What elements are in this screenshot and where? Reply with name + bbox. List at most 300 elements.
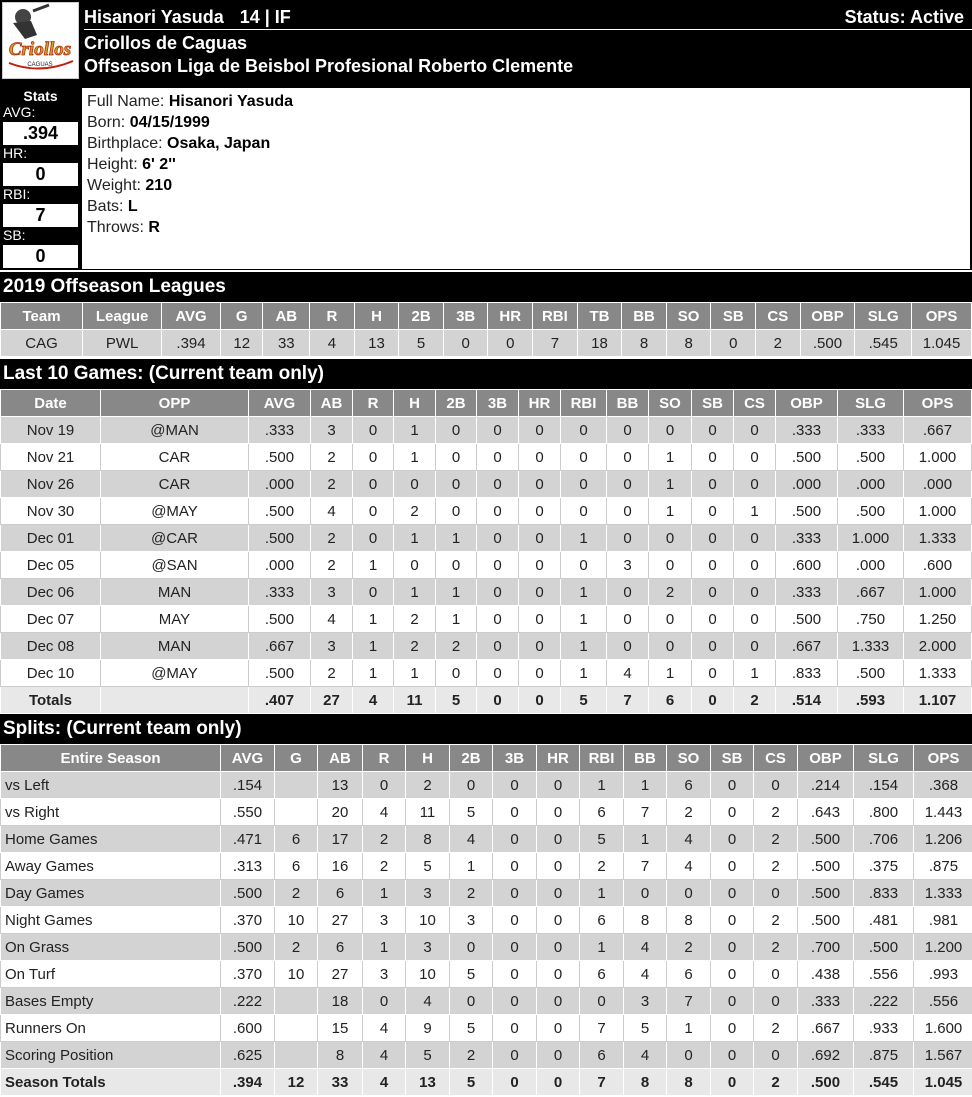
svg-text:Criollos: Criollos — [8, 39, 72, 60]
table-cell: 1 — [353, 660, 394, 687]
table-cell: .394 — [162, 330, 221, 357]
table-cell: 3 — [363, 907, 406, 934]
table-cell: 4 — [450, 826, 493, 853]
table-cell: 1 — [363, 880, 406, 907]
table-cell: 0 — [477, 606, 519, 633]
table-cell: .545 — [854, 1069, 914, 1096]
table-cell: 5 — [399, 330, 444, 357]
table-cell: 0 — [394, 471, 436, 498]
table-cell: 0 — [754, 1042, 798, 1069]
column-header: RBI — [533, 303, 578, 330]
table-cell: 1.107 — [904, 687, 972, 714]
table-row — [1, 444, 972, 471]
last10-table — [0, 389, 972, 714]
table-cell: MAN — [101, 579, 249, 606]
table-cell: 20 — [318, 799, 363, 826]
table-cell: 18 — [318, 988, 363, 1015]
table-cell: 0 — [436, 498, 477, 525]
table-cell: .333 — [776, 579, 838, 606]
table-cell: 2 — [394, 498, 436, 525]
table-cell: 1 — [394, 579, 436, 606]
table-cell: 18 — [577, 330, 622, 357]
bio-value: 04/15/1999 — [129, 114, 210, 131]
table-cell: 0 — [493, 853, 537, 880]
table-cell: 4 — [607, 660, 649, 687]
table-cell: 0 — [363, 772, 406, 799]
table-cell: .993 — [914, 961, 972, 988]
column-header: H — [406, 745, 450, 772]
table-cell: 2 — [311, 552, 353, 579]
table-cell: 0 — [488, 330, 533, 357]
table-cell: 0 — [734, 417, 776, 444]
table-cell: .875 — [854, 1042, 914, 1069]
table-cell: 1 — [561, 660, 607, 687]
table-cell: CAR — [101, 444, 249, 471]
column-header: AB — [263, 303, 310, 330]
table-cell: 0 — [537, 880, 580, 907]
column-header: Team — [1, 303, 83, 330]
hr-value: 0 — [3, 163, 78, 186]
table-cell: @MAN — [101, 417, 249, 444]
table-cell — [275, 799, 318, 826]
table-cell: 2 — [667, 799, 711, 826]
table-cell: 1 — [561, 525, 607, 552]
table-cell: 4 — [624, 934, 667, 961]
table-cell: 2 — [754, 907, 798, 934]
table-cell: 0 — [353, 444, 394, 471]
table-cell: 1 — [649, 444, 692, 471]
table-cell — [275, 1015, 318, 1042]
rbi-label: RBI: — [3, 186, 31, 202]
table-cell: .214 — [798, 772, 854, 799]
table-cell: 0 — [537, 988, 580, 1015]
table-cell: 2 — [394, 606, 436, 633]
table-cell: 0 — [692, 471, 734, 498]
table-cell: .481 — [854, 907, 914, 934]
table-row — [1, 988, 972, 1015]
table-cell: 0 — [477, 417, 519, 444]
table-cell: .692 — [798, 1042, 854, 1069]
table-cell: .514 — [776, 687, 838, 714]
table-cell: 0 — [537, 1069, 580, 1096]
table-cell: 0 — [519, 687, 561, 714]
table-cell: 4 — [363, 1069, 406, 1096]
column-header: AB — [318, 745, 363, 772]
table-row — [1, 1042, 972, 1069]
column-header: OPS — [904, 390, 972, 417]
player-name: Hisanori Yasuda — [84, 7, 224, 27]
table-cell: 2 — [406, 772, 450, 799]
table-row — [1, 606, 972, 633]
table-cell: .500 — [838, 444, 904, 471]
table-cell: MAY — [101, 606, 249, 633]
table-cell: 6 — [580, 961, 624, 988]
table-cell: 2 — [311, 525, 353, 552]
bio-label: Bats: — [87, 198, 124, 215]
column-header: BB — [624, 745, 667, 772]
table-cell: 0 — [607, 471, 649, 498]
table-cell: 5 — [406, 853, 450, 880]
table-cell: 0 — [711, 772, 754, 799]
table-cell: 0 — [537, 1015, 580, 1042]
table-cell: 1 — [580, 880, 624, 907]
table-cell: 0 — [353, 498, 394, 525]
column-header: SB — [711, 745, 754, 772]
column-header: OBP — [776, 390, 838, 417]
table-cell: 0 — [734, 606, 776, 633]
table-cell: 0 — [607, 579, 649, 606]
column-header: Date — [1, 390, 101, 417]
column-header: RBI — [561, 390, 607, 417]
table-cell: .222 — [854, 988, 914, 1015]
table-cell: .667 — [838, 579, 904, 606]
table-cell: 2 — [450, 1042, 493, 1069]
table-cell: 0 — [692, 579, 734, 606]
table-cell: 4 — [363, 1015, 406, 1042]
column-header: SO — [666, 303, 711, 330]
hr-label: HR: — [3, 145, 28, 161]
table-cell: 0 — [711, 799, 754, 826]
last10-section-title: Last 10 Games: (Current team only) — [0, 359, 972, 389]
table-cell: 1.443 — [914, 799, 972, 826]
table-cell: .222 — [221, 988, 275, 1015]
player-number-position: 14 | IF — [239, 7, 291, 27]
table-cell: 0 — [561, 471, 607, 498]
table-cell: 2 — [649, 579, 692, 606]
table-cell: .333 — [776, 525, 838, 552]
table-cell: 0 — [649, 552, 692, 579]
table-cell: .438 — [798, 961, 854, 988]
bio-value: 6' 2'' — [142, 156, 176, 173]
table-cell: 2 — [754, 853, 798, 880]
table-cell: 1 — [734, 660, 776, 687]
table-cell: 5 — [450, 1015, 493, 1042]
table-cell: On Turf — [1, 961, 221, 988]
table-cell: Bases Empty — [1, 988, 221, 1015]
table-cell: 0 — [519, 579, 561, 606]
table-cell: 2 — [363, 826, 406, 853]
table-cell: 6 — [667, 772, 711, 799]
stats-title: Stats — [23, 88, 58, 104]
table-cell: 0 — [477, 525, 519, 552]
table-cell: 2 — [756, 330, 801, 357]
league-name: Offseason Liga de Beisbol Profesional Roberto Clemente — [84, 56, 574, 76]
table-cell: 0 — [711, 988, 754, 1015]
table-cell: 0 — [493, 907, 537, 934]
table-cell: 3 — [406, 880, 450, 907]
table-cell: .833 — [776, 660, 838, 687]
table-cell: 3 — [624, 988, 667, 1015]
table-cell: 0 — [624, 880, 667, 907]
table-cell: 0 — [607, 498, 649, 525]
table-cell: .933 — [854, 1015, 914, 1042]
table-cell: 8 — [622, 330, 667, 357]
table-row — [1, 934, 972, 961]
splits-table — [0, 744, 972, 1096]
table-cell: Dec 06 — [1, 579, 101, 606]
table-cell: .556 — [914, 988, 972, 1015]
table-cell: 0 — [493, 1015, 537, 1042]
table-cell: Nov 19 — [1, 417, 101, 444]
table-cell: Dec 07 — [1, 606, 101, 633]
bio-throws — [87, 217, 965, 238]
bio-weight — [87, 175, 965, 196]
table-cell: .706 — [854, 826, 914, 853]
table-cell: 3 — [406, 934, 450, 961]
table-cell: 7 — [607, 687, 649, 714]
table-cell: 5 — [406, 1042, 450, 1069]
table-cell: 1 — [436, 525, 477, 552]
table-cell: 0 — [519, 417, 561, 444]
table-cell: .700 — [798, 934, 854, 961]
table-cell: 1 — [649, 498, 692, 525]
table-cell: .500 — [776, 498, 838, 525]
table-cell: 0 — [692, 525, 734, 552]
table-cell: 0 — [443, 330, 488, 357]
column-header: 2B — [450, 745, 493, 772]
bio-value: R — [148, 219, 160, 236]
column-header: OBP — [798, 745, 854, 772]
table-cell: 0 — [607, 633, 649, 660]
table-cell: 2 — [275, 880, 318, 907]
column-header: SLG — [855, 303, 912, 330]
table-cell: 0 — [711, 826, 754, 853]
table-cell: .500 — [221, 880, 275, 907]
table-cell: 1.333 — [904, 660, 972, 687]
table-row — [1, 907, 972, 934]
table-cell: 6 — [275, 826, 318, 853]
table-cell — [275, 988, 318, 1015]
table-cell: .370 — [221, 961, 275, 988]
splits-section-title: Splits: (Current team only) — [0, 714, 972, 744]
column-header: H — [354, 303, 399, 330]
table-cell: .500 — [854, 934, 914, 961]
bio-label: Full Name: — [87, 93, 165, 110]
table-cell: .833 — [854, 880, 914, 907]
column-header: G — [220, 303, 263, 330]
table-cell: 1.000 — [904, 498, 972, 525]
table-cell: .600 — [904, 552, 972, 579]
table-cell: 15 — [318, 1015, 363, 1042]
table-cell: 0 — [607, 606, 649, 633]
table-cell: 2 — [754, 826, 798, 853]
table-cell: 0 — [692, 552, 734, 579]
table-cell: 1 — [624, 826, 667, 853]
table-cell: .500 — [798, 826, 854, 853]
table-cell: 1 — [561, 579, 607, 606]
table-cell: 0 — [477, 579, 519, 606]
table-cell: 0 — [561, 417, 607, 444]
table-cell: .500 — [798, 1069, 854, 1096]
table-cell: 0 — [493, 1069, 537, 1096]
column-header: 2B — [399, 303, 444, 330]
sb-label: SB: — [3, 227, 26, 243]
table-cell: 0 — [711, 934, 754, 961]
table-cell: .667 — [904, 417, 972, 444]
table-cell: 1.567 — [914, 1042, 972, 1069]
table-cell: 4 — [667, 853, 711, 880]
table-cell: 1.000 — [838, 525, 904, 552]
table-cell: 3 — [363, 961, 406, 988]
table-cell: .500 — [798, 907, 854, 934]
table-cell: 1 — [394, 660, 436, 687]
table-cell: 17 — [318, 826, 363, 853]
table-cell: .000 — [904, 471, 972, 498]
table-cell: .407 — [249, 687, 311, 714]
table-cell: vs Right — [1, 799, 221, 826]
table-cell: 0 — [734, 525, 776, 552]
table-cell: 0 — [667, 880, 711, 907]
table-cell: 5 — [561, 687, 607, 714]
table-cell: 1.206 — [914, 826, 972, 853]
table-cell: 0 — [436, 660, 477, 687]
table-cell: .500 — [776, 444, 838, 471]
table-cell: 1 — [363, 934, 406, 961]
stats-bio-panel — [0, 86, 972, 270]
table-cell: .593 — [838, 687, 904, 714]
table-cell: 8 — [667, 907, 711, 934]
table-cell: 1 — [436, 606, 477, 633]
table-cell: 4 — [311, 498, 353, 525]
table-cell: 0 — [711, 907, 754, 934]
table-cell: Season Totals — [1, 1069, 221, 1096]
table-cell: 4 — [624, 1042, 667, 1069]
table-row — [1, 1015, 972, 1042]
rbi-value: 7 — [3, 204, 78, 227]
table-cell: 11 — [406, 799, 450, 826]
table-cell: 0 — [477, 633, 519, 660]
column-header: 3B — [477, 390, 519, 417]
table-cell: 7 — [624, 853, 667, 880]
table-cell: 2 — [754, 934, 798, 961]
column-header: OBP — [800, 303, 855, 330]
table-cell: 2 — [667, 934, 711, 961]
table-cell: 4 — [311, 606, 353, 633]
table-cell: 1 — [353, 606, 394, 633]
table-cell: 0 — [519, 606, 561, 633]
column-header: AVG — [162, 303, 221, 330]
table-cell: 3 — [450, 907, 493, 934]
bio-full-name — [87, 91, 965, 112]
table-cell — [101, 687, 249, 714]
table-cell: 0 — [493, 1042, 537, 1069]
table-cell: 2 — [754, 1015, 798, 1042]
bio-height — [87, 154, 965, 175]
table-cell: 27 — [318, 961, 363, 988]
table-cell: 8 — [318, 1042, 363, 1069]
table-cell: 3 — [311, 579, 353, 606]
table-cell: 2 — [363, 853, 406, 880]
bio-label: Born: — [87, 114, 126, 131]
column-header: HR — [519, 390, 561, 417]
table-cell: 1 — [561, 633, 607, 660]
table-cell: 0 — [561, 552, 607, 579]
table-cell: 1.200 — [914, 934, 972, 961]
table-cell: 9 — [406, 1015, 450, 1042]
table-cell: 0 — [519, 471, 561, 498]
table-cell: 0 — [436, 552, 477, 579]
table-cell: 0 — [363, 988, 406, 1015]
table-cell: 5 — [450, 799, 493, 826]
table-cell — [275, 772, 318, 799]
bio-value: L — [127, 198, 138, 215]
table-cell: .500 — [776, 606, 838, 633]
table-cell: 0 — [734, 579, 776, 606]
table-cell: 6 — [580, 1042, 624, 1069]
table-cell: 11 — [394, 687, 436, 714]
table-cell: 0 — [734, 471, 776, 498]
table-cell: Totals — [1, 687, 101, 714]
table-cell: Nov 30 — [1, 498, 101, 525]
table-cell: 12 — [275, 1069, 318, 1096]
table-row — [1, 961, 972, 988]
table-cell: 5 — [624, 1015, 667, 1042]
column-header: League — [83, 303, 162, 330]
table-cell: 1.333 — [914, 880, 972, 907]
table-cell: 4 — [353, 687, 394, 714]
table-cell: 0 — [537, 934, 580, 961]
table-cell: Dec 08 — [1, 633, 101, 660]
table-cell: @MAY — [101, 498, 249, 525]
table-cell: 0 — [436, 417, 477, 444]
table-cell: 6 — [318, 934, 363, 961]
table-cell: 0 — [477, 660, 519, 687]
table-cell: 7 — [624, 799, 667, 826]
table-cell: 0 — [394, 552, 436, 579]
table-cell: 0 — [519, 498, 561, 525]
table-cell: 0 — [519, 444, 561, 471]
table-cell: .556 — [854, 961, 914, 988]
table-cell: 0 — [692, 444, 734, 471]
table-cell: .500 — [249, 498, 311, 525]
column-header: OPS — [914, 745, 972, 772]
table-cell: .500 — [221, 934, 275, 961]
table-cell: .000 — [249, 552, 311, 579]
table-cell: 3 — [607, 552, 649, 579]
table-cell: .875 — [914, 853, 972, 880]
table-cell: 2.000 — [904, 633, 972, 660]
table-cell: 0 — [537, 799, 580, 826]
table-cell: 33 — [318, 1069, 363, 1096]
table-cell: .368 — [914, 772, 972, 799]
table-cell: 27 — [311, 687, 353, 714]
table-cell: 0 — [353, 417, 394, 444]
bio-label: Birthplace: — [87, 135, 163, 152]
team-logo — [2, 2, 79, 79]
column-header: SO — [667, 745, 711, 772]
table-cell: 0 — [649, 633, 692, 660]
column-header: SLG — [854, 745, 914, 772]
table-cell: Runners On — [1, 1015, 221, 1042]
table-cell: @SAN — [101, 552, 249, 579]
bio-value: Hisanori Yasuda — [168, 93, 294, 110]
column-header: OPP — [101, 390, 249, 417]
bio-box — [82, 88, 970, 269]
table-row — [1, 880, 972, 907]
column-header: 3B — [443, 303, 488, 330]
table-cell: .375 — [854, 853, 914, 880]
table-cell: 2 — [754, 1069, 798, 1096]
column-header: OPS — [912, 303, 972, 330]
column-header: AVG — [221, 745, 275, 772]
column-header: SO — [649, 390, 692, 417]
table-row — [1, 579, 972, 606]
table-cell: 5 — [450, 961, 493, 988]
table-cell: Dec 01 — [1, 525, 101, 552]
season-section-title: 2019 Offseason Leagues — [0, 272, 972, 302]
table-cell: .500 — [249, 444, 311, 471]
table-cell: 0 — [519, 525, 561, 552]
